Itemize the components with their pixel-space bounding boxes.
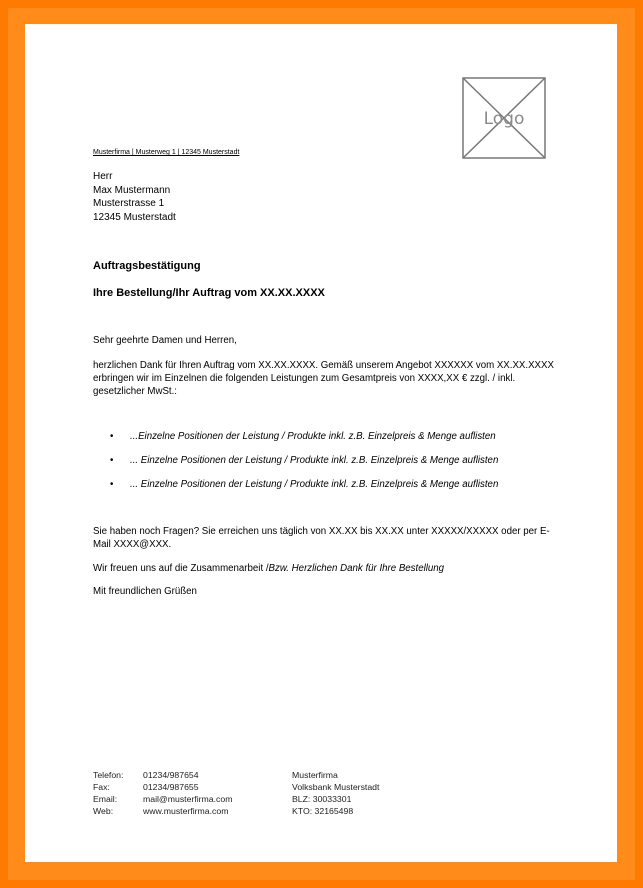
footer-label: Email: <box>93 794 118 804</box>
footer-bank-line: KTO: 32165498 <box>292 806 354 816</box>
recipient-line: Herr <box>93 171 113 182</box>
footer-fax: 01234/987655 <box>143 782 199 792</box>
logo-placeholder <box>462 77 546 159</box>
salutation: Sehr geehrte Damen und Herren, <box>93 335 237 346</box>
list-item-text: ...Einzelne Positionen der Leistung / Produkte inkl. z.B. Einzelpreis & Menge auflisten <box>130 431 496 442</box>
list-item-text: ... Einzelne Positionen der Leistung / Produkte inkl. z.B. Einzelpreis & Menge auflisten <box>130 455 499 466</box>
footer-bank-line: Musterfirma <box>292 770 338 780</box>
bullet-icon: • <box>110 431 114 442</box>
footer-bank-line: BLZ: 30033301 <box>292 794 352 804</box>
questions-paragraph: Sie haben noch Fragen? Sie erreichen uns täglich von XX.XX bis XX.XX unter XXXXX/XXXXX oder per E-Mail XXXX@XXX. <box>93 526 550 550</box>
footer-bank-line: Volksbank Musterstadt <box>292 782 380 792</box>
footer-label: Telefon: <box>93 770 124 780</box>
document-subheading: Ihre Bestellung/Ihr Auftrag vom XX.XX.XXXX <box>93 287 325 299</box>
sender-line: Musterfirma | Musterweg 1 | 12345 Musterstadt <box>93 149 240 156</box>
footer-web: www.musterfirma.com <box>143 806 229 816</box>
footer-labels <box>93 769 123 817</box>
closing-plain-text: Wir freuen uns auf die Zusammenarbeit / <box>93 563 269 574</box>
recipient-line: Musterstrasse 1 <box>93 198 165 209</box>
closing-italic-text: Bzw. Herzlichen Dank für Ihre Bestellung <box>268 563 445 574</box>
recipient-address <box>93 170 176 224</box>
closing-line <box>93 562 563 575</box>
bullet-icon: • <box>110 455 114 466</box>
footer-phone: 01234/987654 <box>143 770 199 780</box>
footer-label: Web: <box>93 806 114 816</box>
footer-label: Fax: <box>93 782 110 792</box>
list-item-text: ... Einzelne Positionen der Leistung / Produkte inkl. z.B. Einzelpreis & Menge auflisten <box>130 479 499 490</box>
logo-label: Logo <box>483 109 525 129</box>
footer-contact-values <box>143 769 232 817</box>
intro-paragraph: herzlichen Dank für Ihren Auftrag vom XX.XX.XXXX. Gemäß unserem Angebot XXXXXX vom XX.XX.XXXX erbringen wir im Einzelnen die folgenden Leistungen zum Gesamtpreis von XXXX,XX € zzgl. / inkl. gesetzlicher MwSt.: <box>93 360 554 397</box>
recipient-line: 12345 Musterstadt <box>93 211 176 223</box>
recipient-line: Max Mustermann <box>93 184 171 196</box>
document-title: Auftragsbestätigung <box>93 260 201 272</box>
footer-email: mail@musterfirma.com <box>143 794 233 804</box>
logo-placeholder-icon <box>462 77 546 159</box>
greeting: Mit freundlichen Grüßen <box>93 586 197 597</box>
bullet-icon: • <box>110 479 114 490</box>
letter-page <box>25 24 617 862</box>
footer-bank-details <box>292 769 379 817</box>
